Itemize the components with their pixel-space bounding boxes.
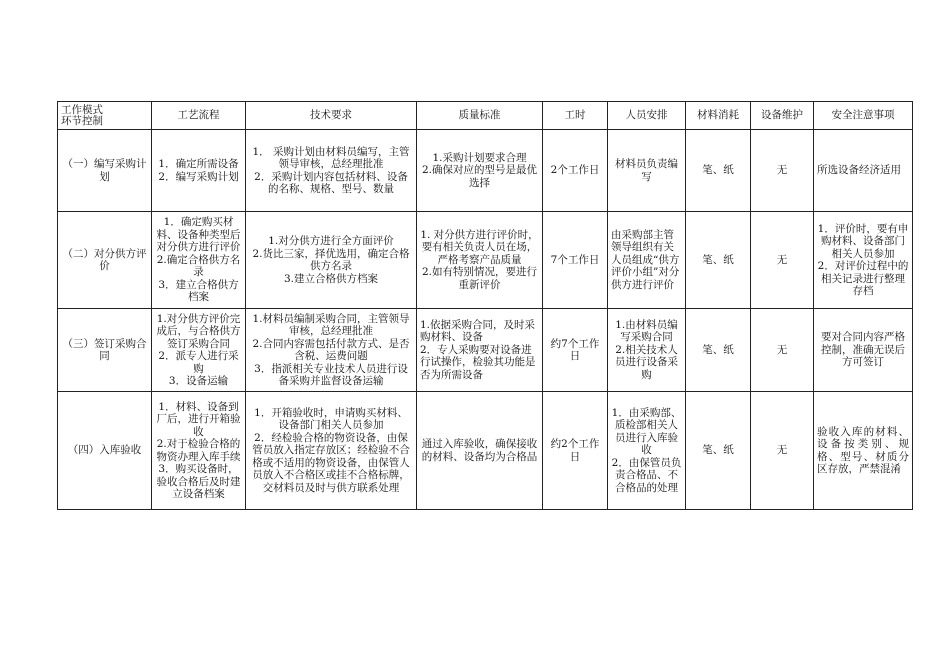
quality-cell: 1.采购计划要求合理 2.确保对应的型号是最优选择 <box>417 130 543 212</box>
workflow-table <box>57 101 913 510</box>
maintenance-cell: 无 <box>751 309 814 392</box>
process-cell: 1.对分供方评价完成后，与合格供方签订采购合同 2．派专人进行采购 3．设备运输 <box>152 309 246 392</box>
corner-line-2: 环节控制 <box>61 114 103 127</box>
hours-cell: 2个工作日 <box>543 130 608 212</box>
header-hours: 工时 <box>543 102 608 130</box>
process-cell: 1．材料、设备到厂后，进行开箱验收 2.对于检验合格的物资办理入库手续 3．购买设备时，验收合格后及时建立设备档案 <box>152 392 246 510</box>
table-row <box>58 309 913 392</box>
table-row <box>58 392 913 510</box>
stage-cell: （二）对分供方评价 <box>58 212 152 309</box>
safety-cell: 1．评价时，要有申购材料、设备部门相关人员参加 2．对评价过程中的相关记录进行整理存档 <box>814 212 913 309</box>
safety-cell: 要对合同内容严格控制，准确无误后方可签订 <box>814 309 913 392</box>
maintenance-cell: 无 <box>751 212 814 309</box>
staff-cell: 材料员负责编写 <box>608 130 686 212</box>
quality-cell: 1. 对分供方进行评价时，要有相关负责人员在场，严格考察产品质量 2.如有特别情况，要进行重新评价 <box>417 212 543 309</box>
tech-cell: 1.材料员编制采购合同，主管领导审核，总经理批准 2.合同内容需包括付款方式、是否含税、运费问题 3．指派相关专业技术人员进行设备采购并监督设备运输 <box>246 309 417 392</box>
header-process: 工艺流程 <box>152 102 246 130</box>
stage-cell: （三）签订采购合同 <box>58 309 152 392</box>
tech-cell: 1．开箱验收时，申请购买材料、设备部门相关人员参加 2．经检验合格的物资设备，由保管员放入指定存放区；经检验不合格或不适用的物资设备，由保管人员放入不合格区或挂不合格标牌，交材料员及时与供方联系处理 <box>246 392 417 510</box>
header-staff: 人员安排 <box>608 102 686 130</box>
staff-cell: 由采购部主管领导组织有关人员组成“供方评价小组”对分供方进行评价 <box>608 212 686 309</box>
process-cell: 1．确定购买材料、设备种类型后对分供方进行评价 2.确定合格供方名录 3．建立合格供方档案 <box>152 212 246 309</box>
material-cell: 笔、纸 <box>686 130 751 212</box>
quality-cell: 1.依据采购合同，及时采购材料、设备 2．专人采购要对设备进行试操作，检验其功能是否为所需设备 <box>417 309 543 392</box>
staff-cell: 1.由材料员编写采购合同 2.相关技术人员进行设备采购 <box>608 309 686 392</box>
maintenance-cell: 无 <box>751 392 814 510</box>
table-row <box>58 130 913 212</box>
hours-cell: 约7个工作日 <box>543 309 608 392</box>
stage-cell: （四）入库验收 <box>58 392 152 510</box>
table-row <box>58 212 913 309</box>
material-cell: 笔、纸 <box>686 392 751 510</box>
header-material: 材料消耗 <box>686 102 751 130</box>
header-safety: 安全注意事项 <box>814 102 913 130</box>
safety-cell: 所选设备经济适用 <box>814 130 913 212</box>
staff-cell: 1．由采购部、质检部相关人员进行入库验收 2．由保管员负责合格品、不合格品的处理 <box>608 392 686 510</box>
tech-cell: 1.对分供方进行全方面评价 2.货比三家，择优选用，确定合格供方名录 3.建立合格供方档案 <box>246 212 417 309</box>
hours-cell: 7个工作日 <box>543 212 608 309</box>
stage-cell: （一）编写采购计划 <box>58 130 152 212</box>
header-row <box>58 102 913 130</box>
material-cell: 笔、纸 <box>686 212 751 309</box>
process-cell: 1．确定所需设备 2．编写采购计划 <box>152 130 246 212</box>
tech-cell: 1． 采购计划由材料员编写，主管领导审核，总经理批准 2．采购计划内容包括材料、设备的名称、规格、型号、数量 <box>246 130 417 212</box>
material-cell: 笔、纸 <box>686 309 751 392</box>
maintenance-cell: 无 <box>751 130 814 212</box>
corner-header <box>58 102 152 130</box>
safety-cell: 验收入库的材料、设备按类别、规格、型号、材质分区存放，严禁混淆 <box>814 392 913 510</box>
corner-line-1: 工作模式 <box>61 103 103 116</box>
quality-cell: 通过入库验收，确保接收的材料、设备均为合格品 <box>417 392 543 510</box>
hours-cell: 约2个工作日 <box>543 392 608 510</box>
header-maintenance: 设备维护 <box>751 102 814 130</box>
header-quality: 质量标准 <box>417 102 543 130</box>
header-tech: 技术要求 <box>246 102 417 130</box>
